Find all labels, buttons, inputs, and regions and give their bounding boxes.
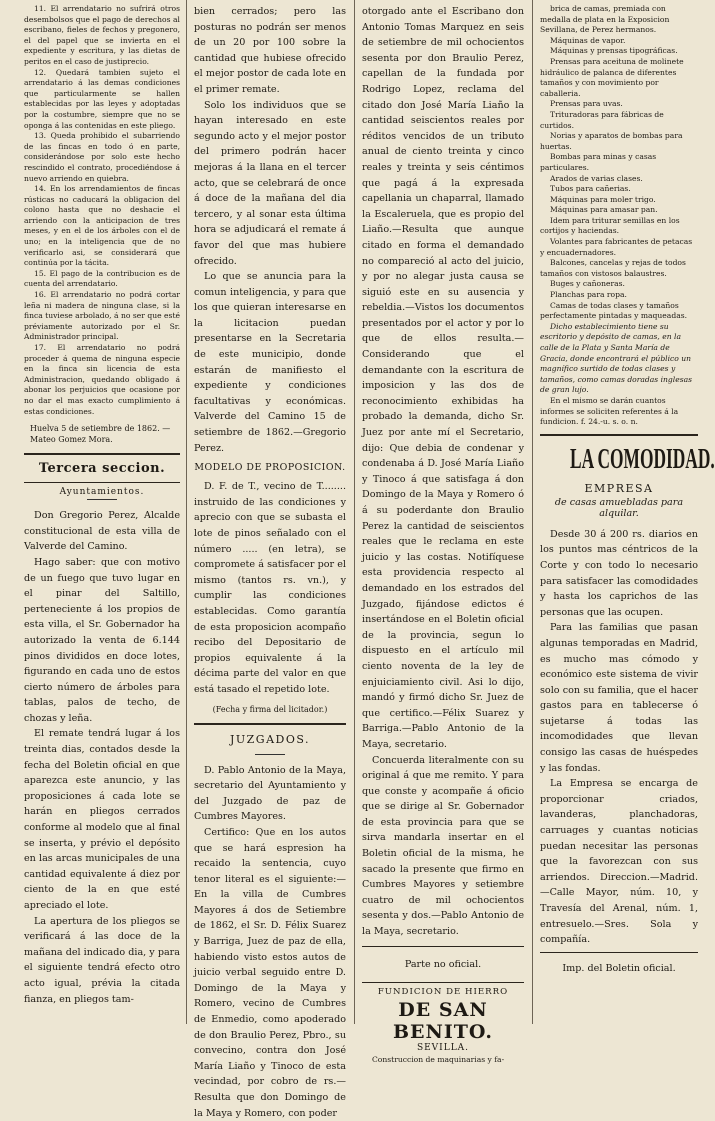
body-paragraph: La apertura de los pliegos se verificará á las doce de la mañana del indicado dia, y para el siguiente tendrá efecto otro acto igual, prévia la citada fianza, en pliegos tam-	[24, 915, 180, 1005]
ad-subtitle: EMPRESA	[584, 481, 654, 495]
column-divider	[354, 0, 355, 1024]
column-2	[190, 0, 350, 1119]
section-title: Tercera seccion.	[38, 461, 166, 477]
body-paragraph: D. Pablo Antonio de la Maya, secretario del Ayuntamiento y del Juzgado de paz de Cumbres Mayores.	[194, 764, 346, 823]
body-paragraph: Solo los individuos que se hayan interesado en este segundo acto y el mejor postor del primero podrán hacer mejoras á la llana en el tercer acto, que se celebrará de once á doce de la mañana del dia tercero, y al sonar esta última hora se adjudicará el remate á favor del que mas hubiere ofrecido.	[194, 99, 346, 267]
condition-paragraph: 17. El arrendatario no podrá proceder á quema de ninguna especie en la finca sin licencia de esta Administracion, quedando obligado á abonar los perjuicios que ocasione por no dar el mas exacto cumplimiento á estas condiciones.	[24, 343, 180, 416]
signature-name: Mateo Gomez Mora.	[30, 435, 113, 445]
body-paragraph: La Empresa se encarga de proporcionar criados, lavanderas, planchadoras, carruages y cuantas noticias puedan necesitar las personas que la favorezcan con sus arriendos. Direccion.—Madrid.—Calle Mayor, núm. 10, y Travesía del Arenal, núm. 1, entresuelo.—Sres. Sola y compañía.	[540, 778, 698, 946]
body-paragraph: Hago saber: que con motivo de un fuego que tuvo lugar en el pinar del Saltillo, perteneciente á los propios de esta villa, el Sr. Gobernador ha autorizado la venta de 6.144 pinos divididos en doce lotes, figurando en cada uno de estos cierto número de árboles para tablas, palos de techo, de chozas y leña.	[24, 556, 180, 724]
condition-paragraph: 15. El pago de la contribucion es de cuenta del arrendatario.	[24, 268, 180, 289]
list-item: Máquinas para moler trigo.	[550, 194, 656, 204]
section-rule	[24, 482, 180, 483]
column-divider	[532, 0, 533, 1024]
ad-heading: FUNDICION DE HIERRO	[377, 986, 509, 997]
list-item: Norias y aparatos de bombas para huertas.	[540, 131, 683, 151]
list-item: Volantes para fabricantes de petacas y encuadernadores.	[540, 237, 693, 257]
section-rule	[362, 982, 524, 983]
printer-imprint: Imp. del Boletin oficial.	[562, 962, 676, 974]
product-list	[540, 4, 698, 428]
condition-paragraph: 12. Quedará tambien sujeto el arrendatario á las demas condiciones que particularmente se hallen establecidas por las leyes y adoptadas por la costumbre, siempre que no se oponga á las contenidas en este pliego.	[24, 67, 180, 130]
body-paragraph: Desde 30 á 200 rs. diarios en los puntos mas céntricos de la Corte y con todo lo necesario para satisfacer las comodidades y hasta los caprichos de las personas que las ocupen.	[540, 528, 698, 618]
column-4	[536, 0, 715, 1024]
condition-paragraph: 11. El arrendatario no sufrirá otros desembolsos que el pago de derechos al escribano, fieles de fechos y pregonero, el del papel que se invierta en el expediente y escritura, y las dietas de peritos en el caso de justiprecio.	[24, 4, 180, 66]
ad-brand: DE SAN BENITO.	[393, 998, 493, 1043]
section-rule	[194, 723, 346, 725]
list-item: Prensas para uvas.	[550, 99, 623, 109]
column-1	[20, 0, 184, 1024]
list-item: Camas de todas clases y tamaños perfectamente pintadas y maqueadas.	[540, 300, 688, 321]
list-item: Prensas para aceituna de molinete hidráulico de palanca de diferentes tamaños y con movimiento por caballeria.	[540, 56, 684, 98]
body-paragraph: Concuerda literalmente con su original á que me remito. Y para que conste y acompañe á oficio que se dirige al Sr. Gobernador de esta provincia para que se sirva mandarla insertar en el Boletin oficial de la misma, he sacado la presente que firmo en Cumbres Mayores y setiembre cuatro de mil ochocientos sesenta y dos.—Pablo Antonio de la Maya, secretario.	[362, 754, 524, 938]
model-signature: (Fecha y firma del licitador.)	[212, 704, 328, 714]
model-heading: MODELO DE PROPOSICION.	[194, 462, 346, 474]
list-item: Arados de varias clases.	[550, 173, 643, 183]
body-paragraph: Lo que se anuncia para la comun inteligencia, y para que los que quieran interesarse en la licitacion puedan presentarse en la Secretaria de este municipio, donde estarán de manifiesto el expediente y condiciones facultativas y económicas. Valverde del Camino 15 de setiembre de 1862.—Gregorio Perez.	[194, 271, 346, 454]
section-rule	[24, 453, 180, 455]
list-item: brica de camas, premiada con medalla de plata en la Exposicion Sevillana, de Perez hermanos.	[540, 4, 670, 35]
model-paragraph: D. F. de T., vecino de T........ instruido de las condiciones y aprecio con que se subasta el lote de pinos señalado con el número ..... (en letra), se compromete á satisfacer por el mismo (tantos rs. vn.), y cumplir las condiciones establecidas. Como garantía de esta proposicion acompaño recibo del Depositario de propios equivalente á la décima parte del valor en que está tasado el repetido lote.	[194, 481, 346, 695]
ad-city: SEVILLA.	[416, 1042, 470, 1053]
signature-block	[24, 423, 180, 445]
section-rule	[540, 434, 698, 436]
list-item: Trituradoras para fábricas de curtidos.	[540, 109, 664, 130]
list-item: Tubos para cañerias.	[550, 184, 631, 194]
list-item: Buges y cañoneras.	[550, 279, 625, 289]
list-item: Máquinas de vapor.	[550, 35, 626, 45]
short-rule	[87, 499, 117, 500]
list-item: Idem para triturar semillas en los cortijos y haciendas.	[540, 215, 680, 236]
condition-paragraph: 14. En los arrendamientos de fincas rústicas no caducará la obligacion del colono hasta que no deshacie el arriendo con la anticipacion de tres meses, y en el de los árboles con el de uno; en la inteligencia que de no verificarlo asi, se considerará que continúa por la tácita.	[24, 184, 180, 268]
column-divider	[186, 0, 187, 1024]
section-rule	[540, 952, 698, 953]
body-paragraph: otorgado ante el Escribano don Antonio Tomas Marquez en seis de setiembre de mil ochocientos sesenta por don Braulio Perez, capellan de la fundada por Rodrigo Lopez, reclama del citado don José María Liaño la cantidad seiscientos reales por réditos vencidos de un tributo anual de ciento treinta y cinco reales y treinta y seis céntimos que pagá á la expresada capellania un chaparral, llamado la Escaleruela, que es propio del Liaño.—Resulta que aunque citado en forma el demandado no compareció al acto del juicio, y por no alegar justa causa se siguió este en su ausencia y rebeldia.—Vistos los documentos presentados por el actor y por lo que de ellos resulta.—Considerando que el demandante con la escritura de imposicion y las dos de reconocimiento exhibidas ha probado la demanda, dicho Sr. Juez por ante mí el Secretario, dijo: Que debia de condenar y condenaba á D. José María Liaño y Tinoco á que satisfaga á don Domingo de la Maya y Romero ó á su poderdante don Braulio Perez la cantidad de seiscientos reales que le reclama en este juicio y las costas. Notifíquese esta providencia respecto al demandado en los estrados del Juzgado, fijándose edictos é insertándose en el Boletin oficial de la provincia, segun lo dispuesto en el artículo mil ciento noventa de la ley de enjuiciamiento civil. Asi lo dijo, mandó y firmó dicho Sr. Juez de que certifico.—Félix Suarez y Barriga.—Pablo Antonio de la Maya, secretario.	[362, 6, 524, 750]
condition-paragraph: 13. Queda prohibido el subarriendo de las fincas en todo ó en parte, considerándose por solo este hecho rescindido el contrato, procediéndose á nuevo arriendo en quiebra.	[24, 131, 180, 183]
list-item: En el mismo se darán cuantos informes se soliciten referentes á la fundicion. f. 24.-u. s. o. n.	[540, 395, 679, 427]
list-item: Dicho establecimiento tiene su escritorio y depósito de camas, en la calle de la Plata y Santa María de Gracia, donde encontrará el público un magnífico surtido de todas clases y tamaños, como camas doradas inglesas de gran lujo.	[540, 321, 693, 395]
list-item: Máquinas para amasar pan.	[550, 205, 658, 215]
signature-date: Huelva 5 de setiembre de 1862. —	[30, 424, 171, 434]
list-item: Planchas para ropa.	[550, 290, 627, 300]
list-item: Máquinas y prensas tipográficas.	[550, 46, 678, 56]
body-paragraph: Certifico: Que en los autos que se hará espresion ha recaido la sentencia, cuyo tenor literal es el siguiente:—En la villa de Cumbres Mayores á dos de Setiembre de 1862, el Sr. D. Félix Suarez y Barriga, Juez de paz de ella, habiendo visto estos autos de juicio verbal seguido entre D. Domingo de la Maya y Romero, vecino de Cumbres de Enmedio, como apoderado de don Braulio Perez, Pbro., su convecino, contra don José María Liaño y Tinoco de esta vecindad, por cobro de rs.—Resulta que don Domingo de la Maya y Romero, con poder	[194, 826, 346, 1119]
body-paragraph: El remate tendrá lugar á los treinta dias, contados desde la fecha del Boletin oficial en que aparezca este anuncio, y las proposiciones á cada lote se harán en pliegos cerrados conforme al modelo que al final se inserta, y prévio el depósito en las arcas municipales de una cantidad equivalente á diez por ciento de la en que esté apreciado el lote.	[24, 728, 180, 911]
list-item: Balcones, cancelas y rejas de todos tamaños con vistosos balaustres.	[540, 258, 686, 278]
short-rule	[255, 754, 285, 755]
body-paragraph: Don Gregorio Perez, Alcalde constitucional de esta villa de Valverde del Camino.	[24, 510, 180, 553]
section-title: Parte no oficial.	[404, 958, 482, 970]
list-item: Bombas para minas y casas particulares.	[540, 152, 657, 172]
subsection-title: Ayuntamientos.	[59, 487, 145, 498]
ad-tagline: de casas amuebladas para alquilar.	[554, 496, 684, 519]
section-rule	[362, 946, 524, 947]
body-paragraph: bien cerrados; pero las posturas no podrán ser menos de un 20 por 100 sobre la cantidad que hubiese ofrecido el mejor postor de cada lote en el primer remate.	[194, 6, 346, 95]
body-paragraph: Para las familias que pasan algunas temporadas en Madrid, es mucho mas cómodo y económico este sistema de vivir solo con su familia, que el hacer gastos para en tablecerse ó sujetarse á todas las incomodidades que llevan consigo las casas de huéspedes y las fondas.	[540, 622, 698, 774]
condition-paragraph: 16. El arrendatario no podrá cortar leña ni madera de ninguna clase, si la finca tuviese arbolado, á no ser que esté préviamente autorizado por el Sr. Administrador principal.	[24, 290, 180, 342]
column-3	[358, 0, 528, 1064]
ad-title: LA COMODIDAD.	[570, 443, 715, 475]
ad-paragraph: Construccion de maquinarias y fa-	[372, 1054, 505, 1064]
subsection-title: JUZGADOS.	[229, 732, 311, 746]
